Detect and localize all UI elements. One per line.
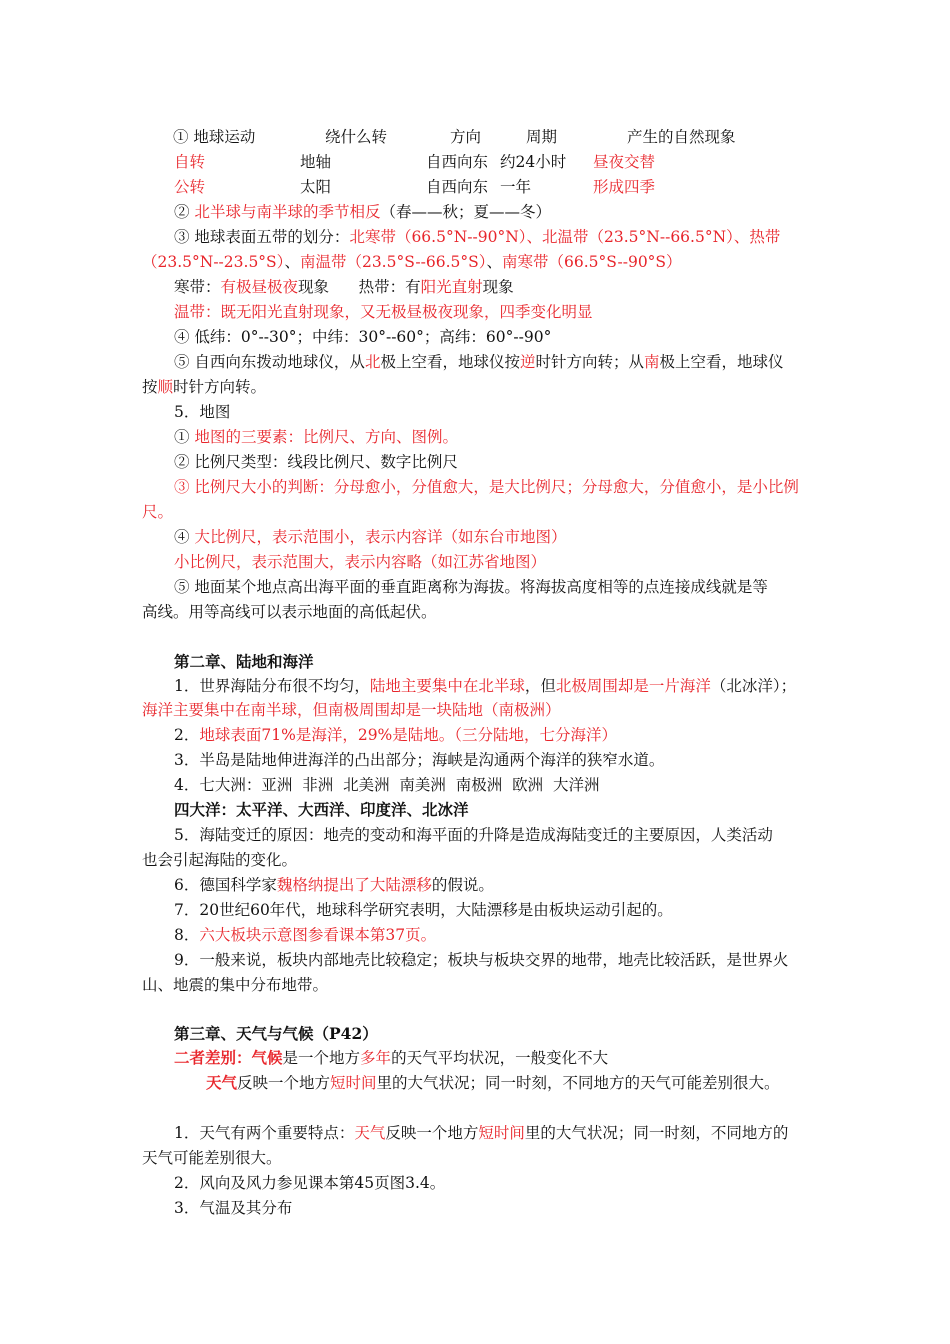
text-run: 顺	[157, 378, 174, 396]
text-run: ⑤ 地面某个地点高出海平面的垂直距离称为海拔。将海拔高度相等的点连接成线就是等	[174, 578, 768, 596]
text-line	[0, 227, 950, 247]
text-run: 天气	[354, 1124, 386, 1142]
text-line	[0, 775, 950, 795]
text-run: 1．世界海陆分布很不均匀，	[174, 677, 370, 695]
text-line	[0, 1198, 950, 1218]
text-run: 北极周围却是一片海洋	[555, 677, 711, 695]
text-line	[0, 527, 950, 547]
text-run: 、	[486, 253, 503, 271]
text-line	[0, 925, 950, 945]
text-run: 里的大气状况；同一时刻，不同地方的天气可能差别很大。	[376, 1074, 780, 1092]
text-line	[0, 377, 950, 397]
text-run: 6．德国科学家	[174, 876, 277, 894]
text-run: 天气可能差别很大。	[142, 1149, 282, 1167]
text-run: 现象	[482, 278, 514, 296]
text-line	[0, 875, 950, 895]
chapter-heading: 第三章、天气与气候（P42）	[174, 1024, 378, 1043]
text-run: 二者差别：	[174, 1048, 252, 1067]
text-line	[0, 900, 950, 920]
text-line	[0, 577, 950, 597]
header-cell: 产生的自然现象	[627, 128, 736, 146]
text-line	[0, 327, 950, 347]
text-line	[0, 302, 950, 322]
text-run: （23.5°N--23.5°S）	[142, 253, 285, 271]
text-run: 阳光直射	[420, 278, 483, 296]
text-run: 高线。用等高线可以表示地面的高低起伏。	[142, 603, 437, 621]
text-run: ② 比例尺类型：线段比例尺、数字比例尺	[174, 453, 458, 471]
header-cell: ① 地球运动	[173, 128, 256, 146]
text-line	[0, 277, 950, 297]
text-run: 魏格纳提出了大陆漂移	[276, 876, 432, 894]
text-line	[0, 1173, 950, 1193]
text-run: 南温带（23.5°S--66.5°S）	[299, 253, 487, 271]
text-run: （春——秋；夏——冬）	[380, 203, 551, 221]
text-line	[0, 950, 950, 970]
text-run: 1．天气有两个重要特点：	[174, 1124, 355, 1142]
header-cell: 周期	[526, 128, 558, 146]
header-cell: 绕什么转	[325, 128, 388, 146]
table-cell: 太阳	[300, 178, 332, 196]
text-run: 天气	[206, 1073, 238, 1092]
text-run: 5．地图	[174, 403, 231, 421]
text-run: 的假说。	[431, 876, 494, 894]
text-run: 尺。	[142, 503, 174, 521]
text-run: 极上空看，地球仪按	[380, 353, 520, 371]
text-line	[0, 1073, 950, 1093]
text-run: 南	[644, 353, 660, 371]
text-run: 海洋主要集中在南半球，但南极周围却是一块陆地（南极洲）	[142, 701, 561, 719]
table-cell: 形成四季	[593, 178, 656, 196]
text-run: 里的大气状况；同一时刻，不同地方的	[524, 1124, 789, 1142]
table-cell: 约24小时	[500, 153, 567, 171]
text-run: ④	[174, 528, 195, 546]
text-run: 2．	[174, 726, 200, 744]
text-line	[0, 1123, 950, 1143]
text-run: 地球表面71%是海洋，29%是陆地。（三分陆地，七分海洋）	[199, 726, 618, 744]
table-cell: 地轴	[300, 153, 332, 171]
text-line	[0, 750, 950, 770]
text-run: 也会引起海陆的变化。	[142, 851, 298, 869]
text-run: ，但	[524, 677, 556, 695]
text-run: 是一个地方	[282, 1049, 361, 1067]
text-run: ④ 低纬：0°--30°；中纬：30°--60°；高纬：60°--90°	[174, 328, 552, 346]
text-line	[0, 1148, 950, 1168]
text-run: 2．风向及风力参见课本第45页图3.4。	[174, 1174, 446, 1192]
text-run: 地图的三要素：比例尺、方向、图例。	[194, 428, 458, 446]
text-line	[0, 725, 950, 745]
text-line	[0, 477, 950, 497]
text-run: 8．	[174, 926, 200, 944]
table-cell: 一年	[500, 178, 532, 196]
text-line	[0, 975, 950, 995]
text-run: ⑤ 自西向东拨动地球仪，从	[174, 353, 365, 371]
text-run: 大比例尺，表示范围小，表示内容详（如东台市地图）	[194, 528, 567, 546]
text-run: 按	[142, 378, 158, 396]
text-run: （北冰洋）；	[710, 677, 797, 695]
text-run: 南寒带（66.5°S--90°S）	[502, 253, 682, 271]
text-run: 逆	[519, 353, 536, 371]
text-run: 反映一个地方	[237, 1074, 331, 1092]
text-run: 四大洋：太平洋、大西洋、印度洋、北冰洋	[174, 800, 469, 819]
text-run: 、	[284, 253, 300, 271]
table-cell: 自西向东	[426, 153, 489, 171]
text-run: 时针方向转；从	[535, 353, 644, 371]
text-run: 山、地震的集中分布地带。	[142, 976, 329, 994]
text-line	[0, 676, 950, 696]
text-run: 4．七大洲：亚洲 非洲 北美洲 南美洲 南极洲 欧洲 大洋洲	[174, 776, 600, 794]
text-line	[0, 502, 950, 522]
text-run: 北半球与南半球的季节相反	[194, 203, 381, 221]
text-run: 六大板块示意图参看课本第37页。	[199, 926, 437, 944]
text-line	[0, 352, 950, 372]
text-run: ③ 比例尺大小的判断：分母愈小，分值愈大，是大比例尺；分母愈大，分值愈小，是小比例	[174, 478, 799, 496]
text-run: 的天气平均状况，一般变化不大	[391, 1049, 609, 1067]
text-run: 北	[364, 353, 381, 371]
text-run: 3．半岛是陆地伸进海洋的凸出部分；海峡是沟通两个海洋的狭窄水道。	[174, 751, 665, 769]
text-run: 小比例尺，表示范围大，表示内容略（如江苏省地图）	[174, 553, 547, 571]
table-cell: 自西向东	[426, 178, 489, 196]
text-run: ①	[174, 428, 195, 446]
text-run: 陆地主要集中在北半球	[369, 677, 525, 695]
text-line	[0, 850, 950, 870]
text-line	[0, 1048, 950, 1068]
text-line	[0, 800, 950, 820]
text-line	[0, 700, 950, 720]
text-line	[0, 602, 950, 622]
text-line	[0, 825, 950, 845]
table-cell: 自转	[174, 153, 206, 171]
header-cell: 方向	[450, 128, 482, 146]
text-run: 有极昼极夜	[220, 278, 299, 296]
text-run: 反映一个地方	[385, 1124, 479, 1142]
text-run: 气候	[251, 1048, 283, 1067]
text-run: 9．一般来说，板块内部地壳比较稳定；板块与板块交界的地带，地壳比较活跃，是世界火	[174, 951, 789, 969]
text-run: 寒带：	[174, 278, 221, 296]
text-run: 北寒带（66.5°N--90°N）、北温带（23.5°N--66.5°N）、热带	[349, 228, 781, 246]
text-run: 多年	[360, 1049, 392, 1067]
text-line	[0, 552, 950, 572]
text-run: 温带：既无阳光直射现象，又无极昼极夜现象，四季变化明显	[174, 303, 593, 321]
text-run: 现象 热带：有	[298, 278, 421, 296]
text-run: 时针方向转。	[173, 378, 267, 396]
text-line	[0, 402, 950, 422]
table-cell: 公转	[174, 178, 206, 196]
text-line	[0, 202, 950, 222]
chapter-heading: 第二章、陆地和海洋	[174, 652, 314, 671]
text-run: 5．海陆变迁的原因：地壳的变动和海平面的升降是造成海陆变迁的主要原因，人类活动	[174, 826, 773, 844]
table-cell: 昼夜交替	[593, 153, 656, 171]
text-run: 7．20世纪60年代，地球科学研究表明，大陆漂移是由板块运动引起的。	[174, 901, 673, 919]
text-run: 短时间	[330, 1074, 377, 1092]
text-run: 短时间	[478, 1124, 525, 1142]
text-run: ③ 地球表面五带的划分：	[174, 228, 350, 246]
text-run: 3．气温及其分布	[174, 1199, 293, 1217]
text-run: ②	[174, 203, 195, 221]
text-run: 极上空看，地球仪	[659, 353, 784, 371]
text-line	[0, 452, 950, 472]
text-line	[0, 252, 950, 272]
text-line	[0, 427, 950, 447]
